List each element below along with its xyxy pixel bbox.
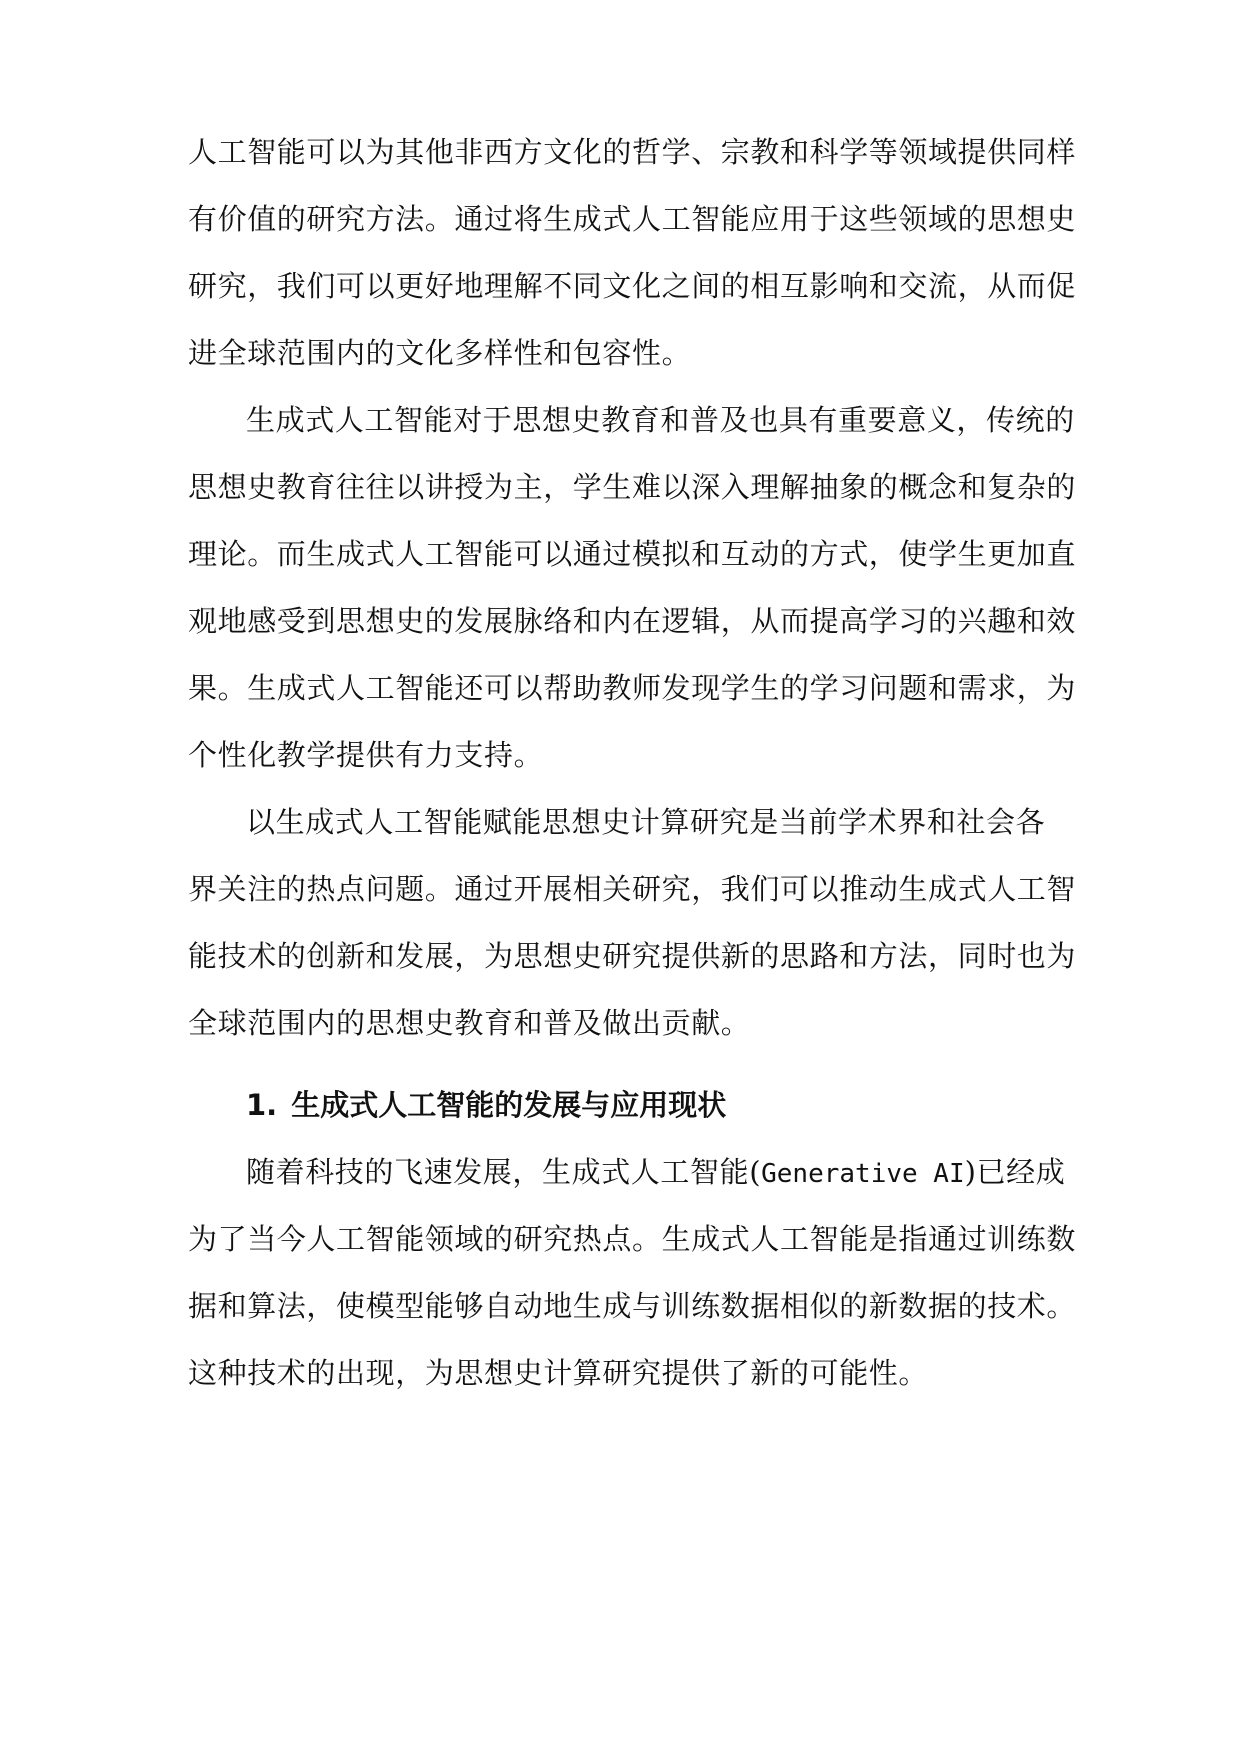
paragraph-2-line-6: 个性化教学提供有力支持。 <box>188 738 544 772</box>
paragraph-3-line-4: 全球范围内的思想史教育和普及做出贡献。 <box>188 1006 751 1040</box>
section-title: 生成式人工智能的发展与应用现状 <box>291 1088 727 1122</box>
paragraph-3-line-3: 能技术的创新和发展，为思想史研究提供新的思路和方法，同时也为 <box>188 939 1077 973</box>
section-paragraph-latin-term: Generative AI <box>761 1159 965 1189</box>
section-paragraph-line-1-start: 随着科技的飞速发展，生成式人工智能( <box>246 1155 762 1189</box>
paragraph-2-line-3: 理论。而生成式人工智能可以通过模拟和互动的方式，使学生更加直 <box>188 537 1077 571</box>
paragraph-2-line-4: 观地感受到思想史的发展脉络和内在逻辑，从而提高学习的兴趣和效 <box>188 604 1077 638</box>
section-number: 1. <box>246 1088 278 1122</box>
paragraph-2-line-5: 果。生成式人工智能还可以帮助教师发现学生的学习问题和需求，为 <box>188 671 1077 705</box>
section-paragraph-line-1-end: )已经成 <box>964 1155 1066 1189</box>
section-paragraph-line-2: 为了当今人工智能领域的研究热点。生成式人工智能是指通过训练数 <box>188 1222 1077 1256</box>
paragraph-1-line-4: 进全球范围内的文化多样性和包容性。 <box>188 336 692 370</box>
paragraph-2-line-2: 思想史教育往往以讲授为主，学生难以深入理解抽象的概念和复杂的 <box>188 470 1077 504</box>
paragraph-3-line-1: 以生成式人工智能赋能思想史计算研究是当前学术界和社会各 <box>246 805 1046 839</box>
section-paragraph-line-1 <box>246 1152 1065 1194</box>
paragraph-2-line-1: 生成式人工智能对于思想史教育和普及也具有重要意义，传统的 <box>246 403 1075 437</box>
paragraph-1-line-1: 人工智能可以为其他非西方文化的哲学、宗教和科学等领域提供同样 <box>188 135 1077 169</box>
paragraph-1-line-2: 有价值的研究方法。通过将生成式人工智能应用于这些领域的思想史 <box>188 202 1077 236</box>
paragraph-3-line-2: 界关注的热点问题。通过开展相关研究，我们可以推动生成式人工智 <box>188 872 1077 906</box>
paragraph-1-line-3: 研究，我们可以更好地理解不同文化之间的相互影响和交流，从而促 <box>188 269 1077 303</box>
section-heading <box>246 1085 726 1125</box>
section-paragraph-line-3: 据和算法，使模型能够自动地生成与训练数据相似的新数据的技术。 <box>188 1289 1077 1323</box>
section-paragraph-line-4: 这种技术的出现，为思想史计算研究提供了新的可能性。 <box>188 1356 929 1390</box>
